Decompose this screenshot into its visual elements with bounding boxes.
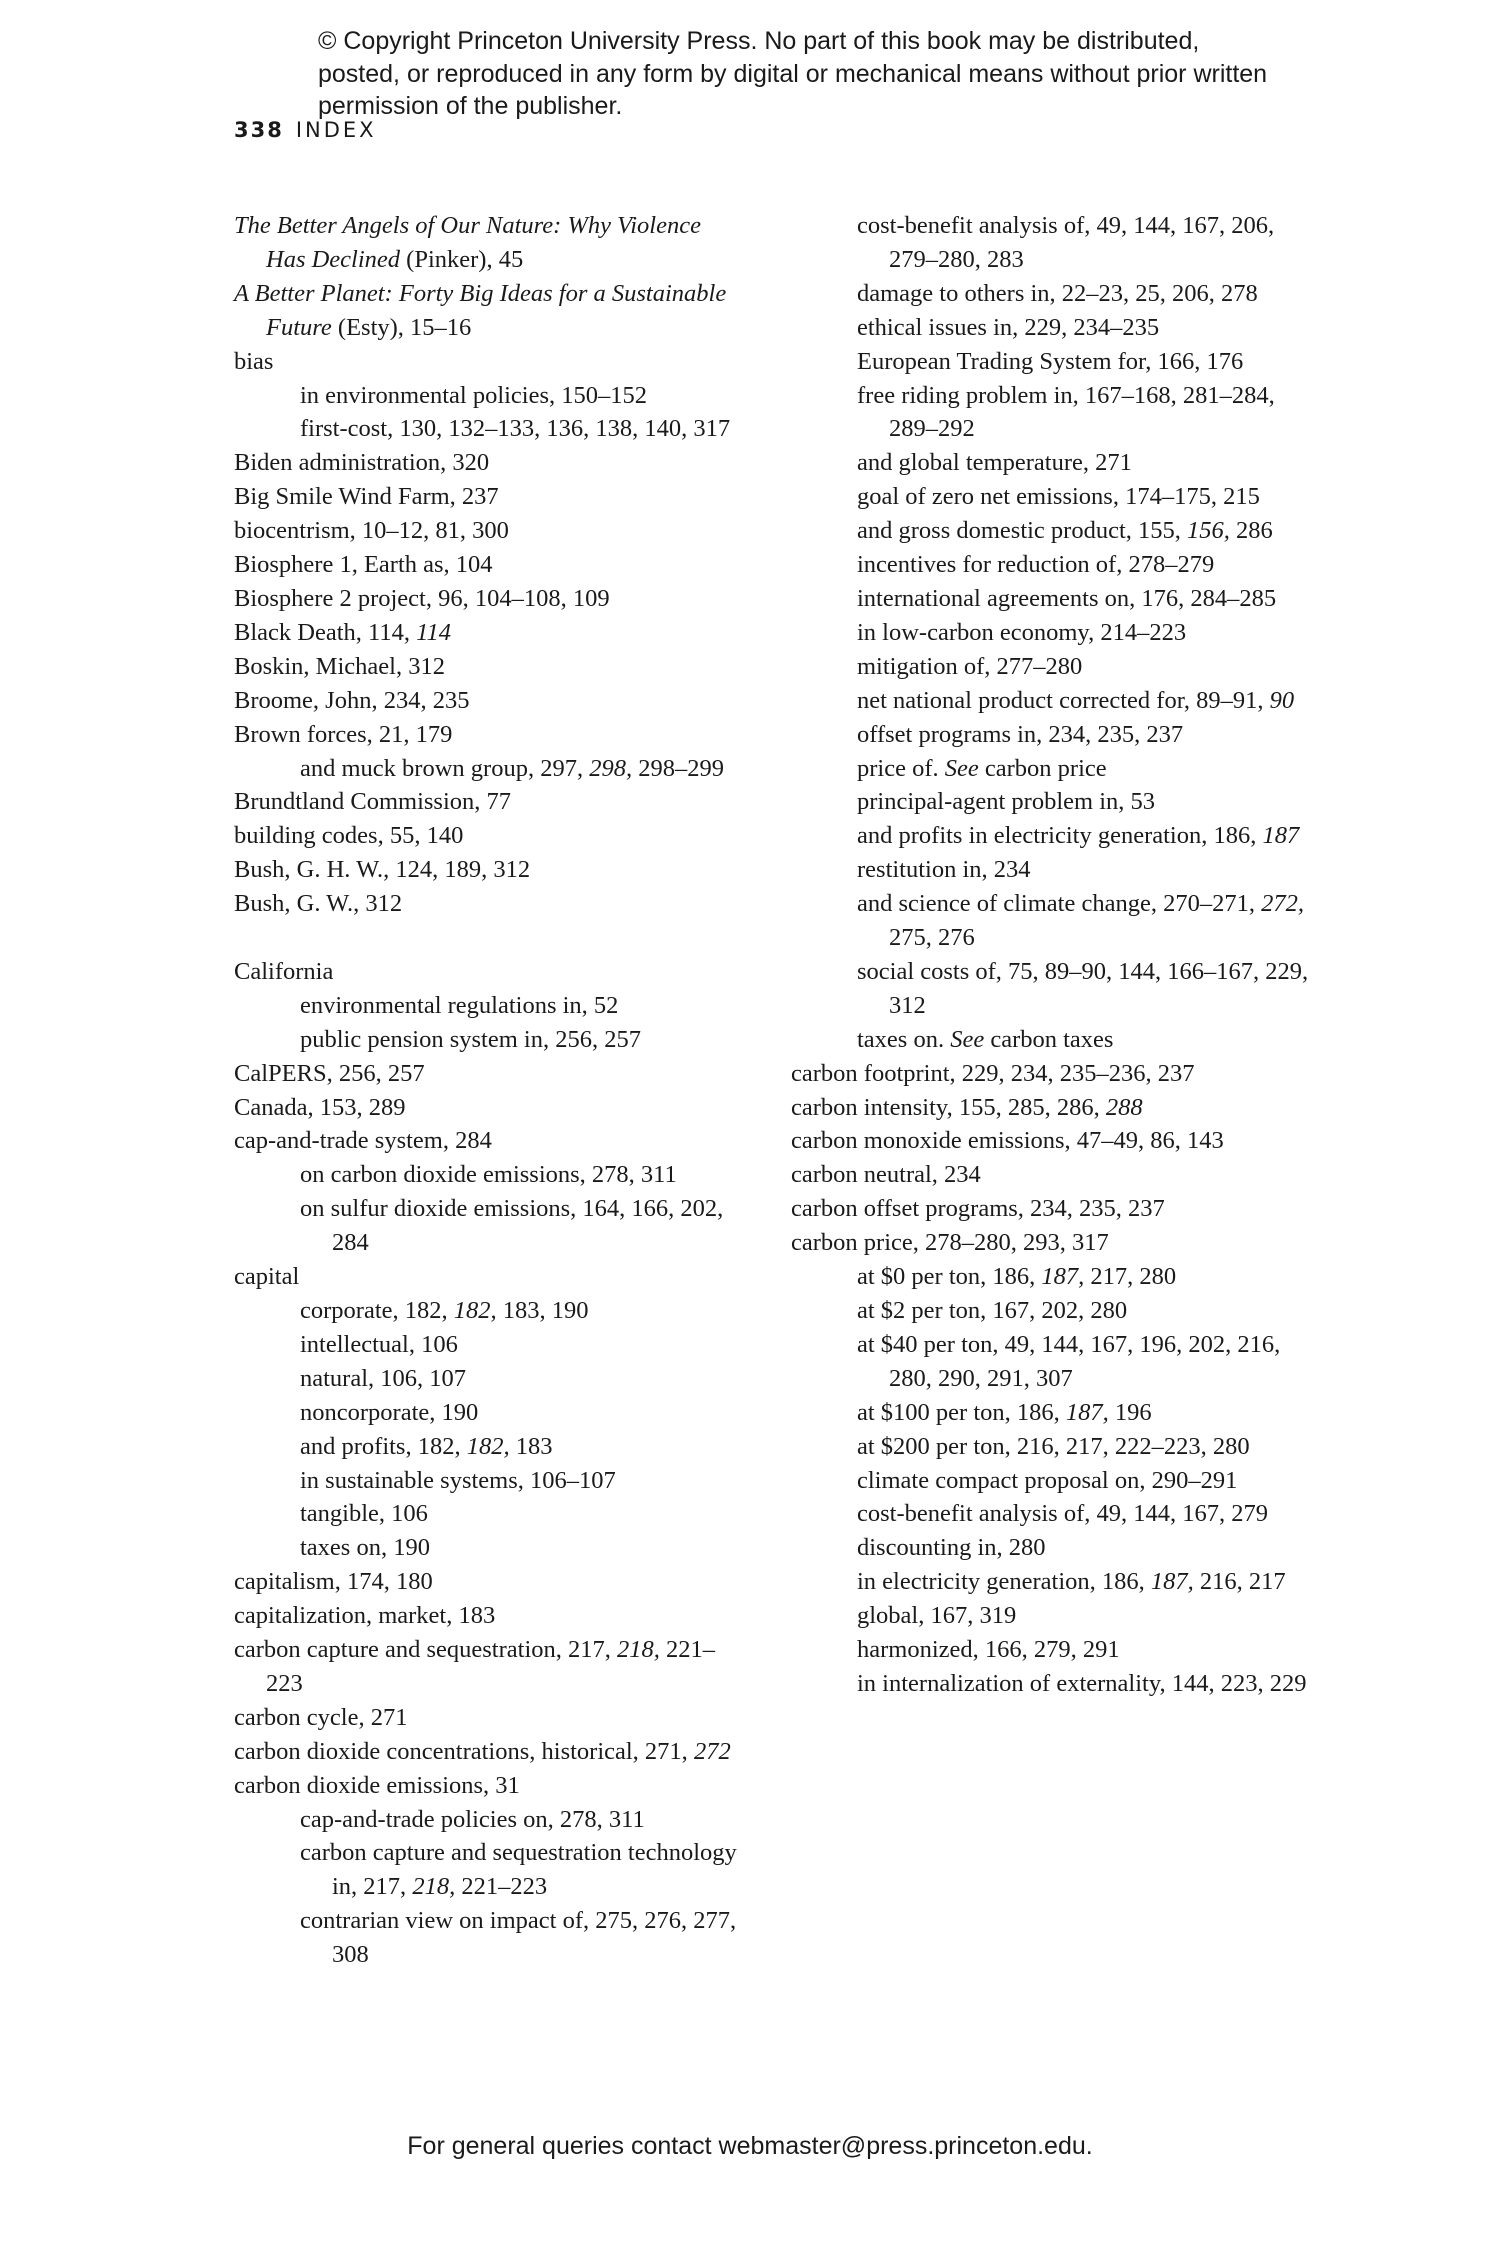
entry-text: cost-benefit analysis of, 49, 144, 167, 206, 279–280, 283 [857, 212, 1275, 273]
index-entry [234, 1701, 744, 1735]
entry-text: global, 167, 319 [857, 1602, 1017, 1630]
index-entry [234, 277, 744, 345]
entry-text: climate compact proposal on, 290–291 [857, 1466, 1238, 1494]
entry-text: on sulfur dioxide emissions, 164, 166, 202, 284 [300, 1195, 724, 1257]
entry-text: carbon capture and sequestration, 217, [234, 1636, 618, 1664]
index-subentry [791, 819, 1311, 853]
entry-text: Black Death, 114, [234, 618, 417, 646]
entry-text: 187 [1262, 822, 1300, 850]
index-subentry [791, 514, 1311, 548]
index-subentry [234, 379, 744, 413]
entry-text: restitution in, 234 [857, 856, 1031, 884]
entry-text: carbon monoxide emissions, 47–49, 86, 143 [791, 1127, 1224, 1155]
index-subentry [791, 785, 1311, 819]
index-entry [234, 582, 744, 616]
entry-text: Broome, John, 234, 235 [234, 686, 470, 714]
entry-text: biocentrism, 10–12, 81, 300 [234, 517, 509, 545]
entry-text: in environmental policies, 150–152 [300, 381, 648, 409]
entry-text: carbon dioxide concentrations, historical, 271, [234, 1737, 694, 1765]
entry-text: tangible, 106 [300, 1500, 428, 1528]
entry-text: Brown forces, 21, 179 [234, 720, 453, 748]
entry-text: 221–223 [455, 1873, 548, 1901]
index-subentry [791, 1328, 1311, 1396]
entry-text: Biosphere 1, Earth as, 104 [234, 551, 493, 579]
index-subentry [234, 1023, 744, 1057]
entry-text: and profits in electricity generation, 186, [857, 822, 1263, 850]
entry-text: 196 [1108, 1398, 1152, 1426]
index-subentry [234, 1192, 744, 1260]
entry-text: CalPERS, 256, 257 [234, 1059, 425, 1087]
index-subentry [791, 616, 1311, 650]
index-subentry [791, 379, 1311, 447]
index-subentry [791, 752, 1311, 786]
entry-text: corporate, 182, [300, 1296, 454, 1324]
index-column-left [234, 209, 744, 1972]
entry-text: carbon neutral, 234 [791, 1161, 981, 1189]
index-subentry [791, 548, 1311, 582]
entry-text: contrarian view on impact of, 275, 276, 277, 308 [300, 1907, 737, 1969]
index-subentry [234, 1803, 744, 1837]
index-entry [234, 955, 744, 989]
index-subentry [234, 989, 744, 1023]
index-entry [234, 446, 744, 480]
index-entry [234, 887, 744, 921]
entry-text: intellectual, 106 [300, 1330, 458, 1358]
index-entry [234, 1091, 744, 1125]
entry-text: 298, [589, 754, 633, 782]
entry-text: cap-and-trade policies on, 278, 311 [300, 1805, 645, 1833]
entry-text: Canada, 153, 289 [234, 1093, 406, 1121]
index-entry [234, 1057, 744, 1091]
running-head-title: INDEX [295, 118, 377, 142]
copyright-notice: © Copyright Princeton University Press. No part of this book may be distributed, posted, or reproduced in any form by digital or mechanical means without prior written permission of the publisher. [318, 27, 1268, 120]
entry-text: Brundtland Commission, 77 [234, 788, 512, 816]
index-subentry [791, 480, 1311, 514]
entry-text: taxes on. [857, 1025, 951, 1053]
entry-text: discounting in, 280 [857, 1534, 1046, 1562]
entry-text: carbon cycle, 271 [234, 1703, 408, 1731]
index-subentry [234, 1497, 744, 1531]
entry-text: 272 [693, 1737, 731, 1765]
index-subentry [791, 887, 1311, 955]
entry-text: damage to others in, 22–23, 25, 206, 278 [857, 279, 1258, 307]
entry-text: in electricity generation, 186, [857, 1568, 1151, 1596]
index-entry [791, 1091, 1311, 1125]
entry-text: carbon price [978, 754, 1107, 782]
index-entry [234, 1565, 744, 1599]
index-subentry [234, 1430, 744, 1464]
index-entry [234, 1599, 744, 1633]
entry-text: 114 [416, 618, 452, 646]
index-entry [234, 785, 744, 819]
entry-text: Bush, G. H. W., 124, 189, 312 [234, 856, 531, 884]
entry-text: (Pinker), 45 [400, 245, 524, 273]
entry-text: 187, [1065, 1398, 1109, 1426]
index-entry [791, 1226, 1311, 1260]
entry-text: environmental regulations in, 52 [300, 991, 619, 1019]
footer-contact: For general queries contact webmaster@press.princeton.edu. [407, 2132, 1093, 2160]
entry-text: carbon price, 278–280, 293, 317 [791, 1229, 1109, 1257]
index-subentry [791, 1396, 1311, 1430]
entry-text: 218, [617, 1636, 660, 1664]
index-subentry [791, 1633, 1311, 1667]
entry-text: 216, 217 [1193, 1568, 1286, 1596]
entry-text: at $200 per ton, 216, 217, 222–223, 280 [857, 1432, 1250, 1460]
index-subentry [791, 1599, 1311, 1633]
index-subentry [234, 1904, 744, 1972]
entry-text: 182, [466, 1432, 510, 1460]
index-entry [234, 1260, 744, 1294]
entry-text: public pension system in, 256, 257 [300, 1025, 641, 1053]
entry-text: 183, 190 [496, 1296, 589, 1324]
index-entry [234, 616, 744, 650]
index-subentry [234, 1836, 744, 1904]
entry-text: and muck brown group, 297, [300, 754, 590, 782]
entry-text: free riding problem in, 167–168, 281–284, 289–292 [857, 381, 1275, 443]
entry-text: in sustainable systems, 106–107 [300, 1466, 616, 1494]
entry-text: carbon intensity, 155, 285, 286, [791, 1093, 1106, 1121]
index-subentry [791, 345, 1311, 379]
index-entry [234, 548, 744, 582]
entry-text: natural, 106, 107 [300, 1364, 467, 1392]
index-entry [234, 650, 744, 684]
index-subentry [234, 1158, 744, 1192]
index-subentry [791, 1497, 1311, 1531]
index-subentry [791, 1565, 1311, 1599]
entry-text: (Esty), 15–16 [331, 313, 472, 341]
index-subentry [791, 718, 1311, 752]
index-entry [791, 1192, 1311, 1226]
entry-text: capitalism, 174, 180 [234, 1568, 433, 1596]
index-subentry [234, 1464, 744, 1498]
index-subentry [234, 752, 744, 786]
index-entry [234, 718, 744, 752]
entry-text: at $40 per ton, 49, 144, 167, 196, 202, 216, 280, 290, 291, 307 [857, 1330, 1281, 1392]
entry-text: 288 [1105, 1093, 1143, 1121]
entry-text: See [950, 1025, 985, 1053]
index-subentry [791, 1531, 1311, 1565]
entry-text: ethical issues in, 229, 234–235 [857, 313, 1160, 341]
entry-text: 218, [412, 1873, 456, 1901]
entry-text: 272, [1261, 890, 1304, 918]
index-subentry [791, 650, 1311, 684]
entry-text: 183 [509, 1432, 553, 1460]
index-subentry [791, 1667, 1311, 1701]
entry-text: harmonized, 166, 279, 291 [857, 1636, 1120, 1664]
index-subentry [234, 1328, 744, 1362]
index-entry [234, 1769, 744, 1803]
entry-text: Biden administration, 320 [234, 449, 490, 477]
entry-text: and profits, 182, [300, 1432, 467, 1460]
index-entry [234, 209, 744, 277]
entry-text: cost-benefit analysis of, 49, 144, 167, 279 [857, 1500, 1268, 1528]
entry-text: carbon taxes [984, 1025, 1114, 1053]
index-subentry [791, 1023, 1311, 1057]
entry-text: capitalization, market, 183 [234, 1602, 496, 1630]
entry-text: bias [234, 347, 274, 375]
index-subentry [234, 412, 744, 446]
entry-text: 182, [453, 1296, 497, 1324]
entry-text: Big Smile Wind Farm, 237 [234, 483, 499, 511]
entry-text: A Better Planet: Forty Big Ideas for a Sustainable Future [234, 279, 727, 341]
entry-text: building codes, 55, 140 [234, 822, 464, 850]
index-entry [234, 1735, 744, 1769]
entry-text: 275, 276 [889, 924, 975, 952]
index-subentry [791, 1260, 1311, 1294]
index-subentry [791, 684, 1311, 718]
entry-text: and global temperature, 271 [857, 449, 1132, 477]
entry-text: in low-carbon economy, 214–223 [857, 618, 1187, 646]
index-subentry [791, 1430, 1311, 1464]
index-entry [234, 1633, 744, 1701]
entry-text: 298–299 [632, 754, 724, 782]
index-subentry [791, 311, 1311, 345]
entry-text: at $100 per ton, 186, [857, 1398, 1066, 1426]
entry-text: The Better Angels of Our Nature: Why Violence Has Declined [234, 212, 701, 273]
index-entry [791, 1124, 1311, 1158]
entry-text: net national product corrected for, 89–91, [857, 686, 1270, 714]
index-subentry [791, 1294, 1311, 1328]
entry-text: international agreements on, 176, 284–285 [857, 584, 1277, 612]
index-subentry [791, 277, 1311, 311]
entry-text: taxes on, 190 [300, 1534, 430, 1562]
entry-text: first-cost, 130, 132–133, 136, 138, 140, 317 [300, 415, 731, 443]
index-subentry [234, 1531, 744, 1565]
entry-text: goal of zero net emissions, 174–175, 215 [857, 483, 1260, 511]
entry-text: California [234, 957, 334, 985]
entry-text: principal-agent problem in, 53 [857, 788, 1155, 816]
index-entry [234, 684, 744, 718]
entry-text: at $2 per ton, 167, 202, 280 [857, 1297, 1128, 1324]
entry-text: price of. [857, 754, 945, 782]
entry-text: carbon dioxide emissions, 31 [234, 1771, 520, 1799]
index-subentry [791, 853, 1311, 887]
entry-text: noncorporate, 190 [300, 1398, 479, 1426]
entry-text: social costs of, 75, 89–90, 144, 166–167, 229, 312 [857, 957, 1309, 1019]
entry-gap [234, 921, 744, 955]
index-entry [234, 345, 744, 379]
running-head [234, 118, 377, 142]
index-subentry [234, 1294, 744, 1328]
index-entry [234, 853, 744, 887]
entry-text: offset programs in, 234, 235, 237 [857, 720, 1184, 748]
entry-text: at $0 per ton, 186, [857, 1263, 1042, 1291]
index-entry [234, 514, 744, 548]
page-number: 338 [234, 118, 284, 142]
index-subentry [791, 446, 1311, 480]
entry-text: Boskin, Michael, 312 [234, 652, 445, 680]
entry-text: See [944, 754, 979, 782]
index-subentry [791, 582, 1311, 616]
index-entry [234, 819, 744, 853]
index-subentry [234, 1396, 744, 1430]
entry-text: 156, [1187, 517, 1230, 545]
index-entry [234, 1124, 744, 1158]
entry-text: carbon offset programs, 234, 235, 237 [791, 1195, 1165, 1223]
entry-text: mitigation of, 277–280 [857, 652, 1083, 680]
index-entry [234, 480, 744, 514]
index-subentry [791, 1464, 1311, 1498]
index-subentry [234, 1362, 744, 1396]
entry-text: on carbon dioxide emissions, 278, 311 [300, 1161, 677, 1189]
entry-text: 286 [1229, 517, 1273, 545]
index-column-right [791, 209, 1311, 1701]
entry-text: 187, [1150, 1568, 1194, 1596]
entry-text: carbon footprint, 229, 234, 235–236, 237 [791, 1059, 1195, 1087]
entry-text: capital [234, 1263, 300, 1291]
entry-text: Bush, G. W., 312 [234, 890, 403, 918]
entry-text: 221–223 [266, 1636, 716, 1697]
entry-text: 187, [1041, 1263, 1085, 1291]
entry-text: cap-and-trade system, 284 [234, 1127, 492, 1155]
entry-text: 217, 280 [1084, 1263, 1177, 1291]
entry-text: carbon capture and sequestration technology in, 217, [300, 1839, 737, 1901]
index-entry [791, 1057, 1311, 1091]
entry-text: in internalization of externality, 144, 223, 229 [857, 1669, 1307, 1697]
index-subentry [791, 209, 1311, 277]
entry-text: European Trading System for, 166, 176 [857, 347, 1244, 375]
entry-text: incentives for reduction of, 278–279 [857, 551, 1215, 579]
entry-text: and gross domestic product, 155, [857, 517, 1188, 545]
index-subentry [791, 955, 1311, 1023]
entry-text: Biosphere 2 project, 96, 104–108, 109 [234, 584, 610, 612]
index-entry [791, 1158, 1311, 1192]
entry-text: and science of climate change, 270–271, [857, 890, 1262, 918]
entry-text: 90 [1269, 686, 1295, 714]
